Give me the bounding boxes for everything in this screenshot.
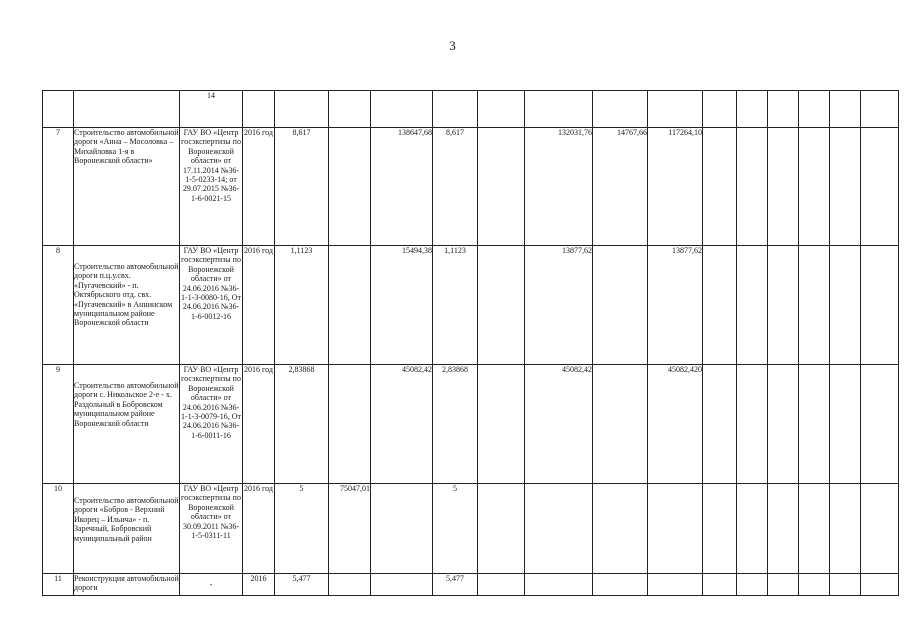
cost-cell-a <box>329 246 371 365</box>
expertise-details: ГАУ ВО «Центр госэкспертизы по Воронежской области» от 30.09.2011 №36-1-5-0311-11 <box>180 484 243 574</box>
cost-cell-b <box>371 484 433 574</box>
object-name: Строительство автомобильной дороги п.ц.у.свх. «Пугачевский» - п. Октябрьского отд. свх. «Пугачевский» в Аннинском муниципальном районе Воронежской области <box>74 246 180 365</box>
row-number: 9 <box>43 365 74 484</box>
cost-cell-a <box>329 574 371 596</box>
empty-cell <box>830 128 861 246</box>
empty-cell <box>861 484 899 574</box>
empty-cell <box>799 365 830 484</box>
year-cell: 2016 год <box>243 484 275 574</box>
table-row <box>43 128 899 246</box>
page-number: 3 <box>449 38 456 53</box>
table-row <box>43 365 899 484</box>
amount-cell-2 <box>593 365 648 484</box>
amount-cell <box>525 574 593 596</box>
cost-cell-b: 15494,38 <box>371 246 433 365</box>
empty-cell <box>478 365 525 484</box>
amount-cell-3 <box>648 91 703 128</box>
amount-cell: 45082,42 <box>525 365 593 484</box>
empty-cell <box>703 91 737 128</box>
amount-cell <box>525 484 593 574</box>
length-km-cell <box>275 91 329 128</box>
empty-cell <box>478 246 525 365</box>
object-name: Реконструкция автомобильной дороги <box>74 574 180 596</box>
length-km-cell: 5 <box>275 484 329 574</box>
year-cell: 2016 <box>243 574 275 596</box>
cost-cell-a <box>329 365 371 484</box>
empty-cell <box>478 484 525 574</box>
amount-cell-3: 45082,420 <box>648 365 703 484</box>
amount-cell-3 <box>648 574 703 596</box>
object-name: Строительство автомобильной дороги «Анна – Мосоловка – Михайловка 1-я в Воронежской области» <box>74 128 180 246</box>
table-row <box>43 91 899 128</box>
empty-cell <box>478 128 525 246</box>
amount-cell-2 <box>593 574 648 596</box>
empty-cell <box>478 91 525 128</box>
empty-cell <box>737 365 768 484</box>
length-km-cell-2: 5,477 <box>433 574 478 596</box>
empty-cell <box>830 91 861 128</box>
empty-cell <box>799 574 830 596</box>
empty-cell <box>799 128 830 246</box>
empty-cell <box>861 91 899 128</box>
length-km-cell-2: 8,617 <box>433 128 478 246</box>
empty-cell <box>830 246 861 365</box>
row-number: 7 <box>43 128 74 246</box>
empty-cell <box>703 128 737 246</box>
length-km-cell-2 <box>433 91 478 128</box>
empty-cell <box>799 246 830 365</box>
cost-cell-b: 138647,68 <box>371 128 433 246</box>
empty-cell <box>799 484 830 574</box>
empty-cell <box>768 128 799 246</box>
empty-cell <box>861 246 899 365</box>
empty-cell <box>830 365 861 484</box>
data-table <box>42 90 899 596</box>
empty-cell <box>703 246 737 365</box>
expertise-details: ГАУ ВО «Центр госэкспертизы по Воронежской области» от 17.11.2014 №36-1-5-0233-14; от 29.07.2015 №36-1-6-0021-15 <box>180 128 243 246</box>
row-number: 8 <box>43 246 74 365</box>
amount-cell-2 <box>593 246 648 365</box>
empty-cell <box>830 484 861 574</box>
year-cell: 2016 год <box>243 128 275 246</box>
object-name: Строительство автомобильной дороги с. Никольское 2-е - х. Раздольный в Бобровском муниципальном районе Воронежской области <box>74 365 180 484</box>
length-km-cell-2: 5 <box>433 484 478 574</box>
amount-cell-3: 117264,10 <box>648 128 703 246</box>
empty-cell <box>768 484 799 574</box>
empty-cell <box>737 484 768 574</box>
empty-cell <box>478 574 525 596</box>
empty-cell <box>861 365 899 484</box>
empty-cell <box>799 91 830 128</box>
length-km-cell: 8,617 <box>275 128 329 246</box>
year-cell: 2016 год <box>243 365 275 484</box>
empty-cell <box>768 246 799 365</box>
empty-cell <box>737 91 768 128</box>
amount-cell-2 <box>593 484 648 574</box>
empty-cell <box>703 365 737 484</box>
row-number <box>43 91 74 128</box>
year-cell <box>243 91 275 128</box>
length-km-cell-2: 2,83868 <box>433 365 478 484</box>
empty-cell <box>861 128 899 246</box>
cost-cell-a <box>329 91 371 128</box>
cost-cell-b <box>371 91 433 128</box>
table-row <box>43 246 899 365</box>
table-row <box>43 484 899 574</box>
empty-cell <box>830 574 861 596</box>
object-name <box>74 91 180 128</box>
year-cell: 2016 год <box>243 246 275 365</box>
length-km-cell: 2,83868 <box>275 365 329 484</box>
length-km-cell-2: 1,1123 <box>433 246 478 365</box>
cost-cell-a: 75047,01 <box>329 484 371 574</box>
empty-cell <box>703 574 737 596</box>
expertise-details: ГАУ ВО «Центр госэкспертизы по Воронежской области» от 24.06.2016 №36-1-1-3-0079-16, От 24.06.2016 №36-1-6-0011-16 <box>180 365 243 484</box>
cost-cell-b <box>371 574 433 596</box>
cost-cell-b: 45082,42 <box>371 365 433 484</box>
empty-cell <box>768 365 799 484</box>
amount-cell-3 <box>648 484 703 574</box>
cost-cell-a <box>329 128 371 246</box>
amount-cell-2: 14767,66 <box>593 128 648 246</box>
length-km-cell: 1,1123 <box>275 246 329 365</box>
expertise-details: - <box>180 574 243 596</box>
empty-cell <box>861 574 899 596</box>
length-km-cell: 5,477 <box>275 574 329 596</box>
row-number: 11 <box>43 574 74 596</box>
object-name: Строительство автомобильной дороги «Бобров - Верхний Икорец – Ильича» - п. Заречный, Бобровский муниципальный район <box>74 484 180 574</box>
empty-cell <box>737 246 768 365</box>
expertise-details: ГАУ ВО «Центр госэкспертизы по Воронежской области» от 24.06.2016 №36-1-1-3-0080-16, От 24.06.2016 №36-1-6-0012-16 <box>180 246 243 365</box>
amount-cell-3: 13877,62 <box>648 246 703 365</box>
empty-cell <box>768 574 799 596</box>
empty-cell <box>737 574 768 596</box>
amount-cell <box>525 91 593 128</box>
amount-cell: 132031,76 <box>525 128 593 246</box>
table-row <box>43 574 899 596</box>
empty-cell <box>703 484 737 574</box>
amount-cell-2 <box>593 91 648 128</box>
expertise-details: 14 <box>180 91 243 128</box>
row-number: 10 <box>43 484 74 574</box>
empty-cell <box>737 128 768 246</box>
amount-cell: 13877,62 <box>525 246 593 365</box>
empty-cell <box>768 91 799 128</box>
